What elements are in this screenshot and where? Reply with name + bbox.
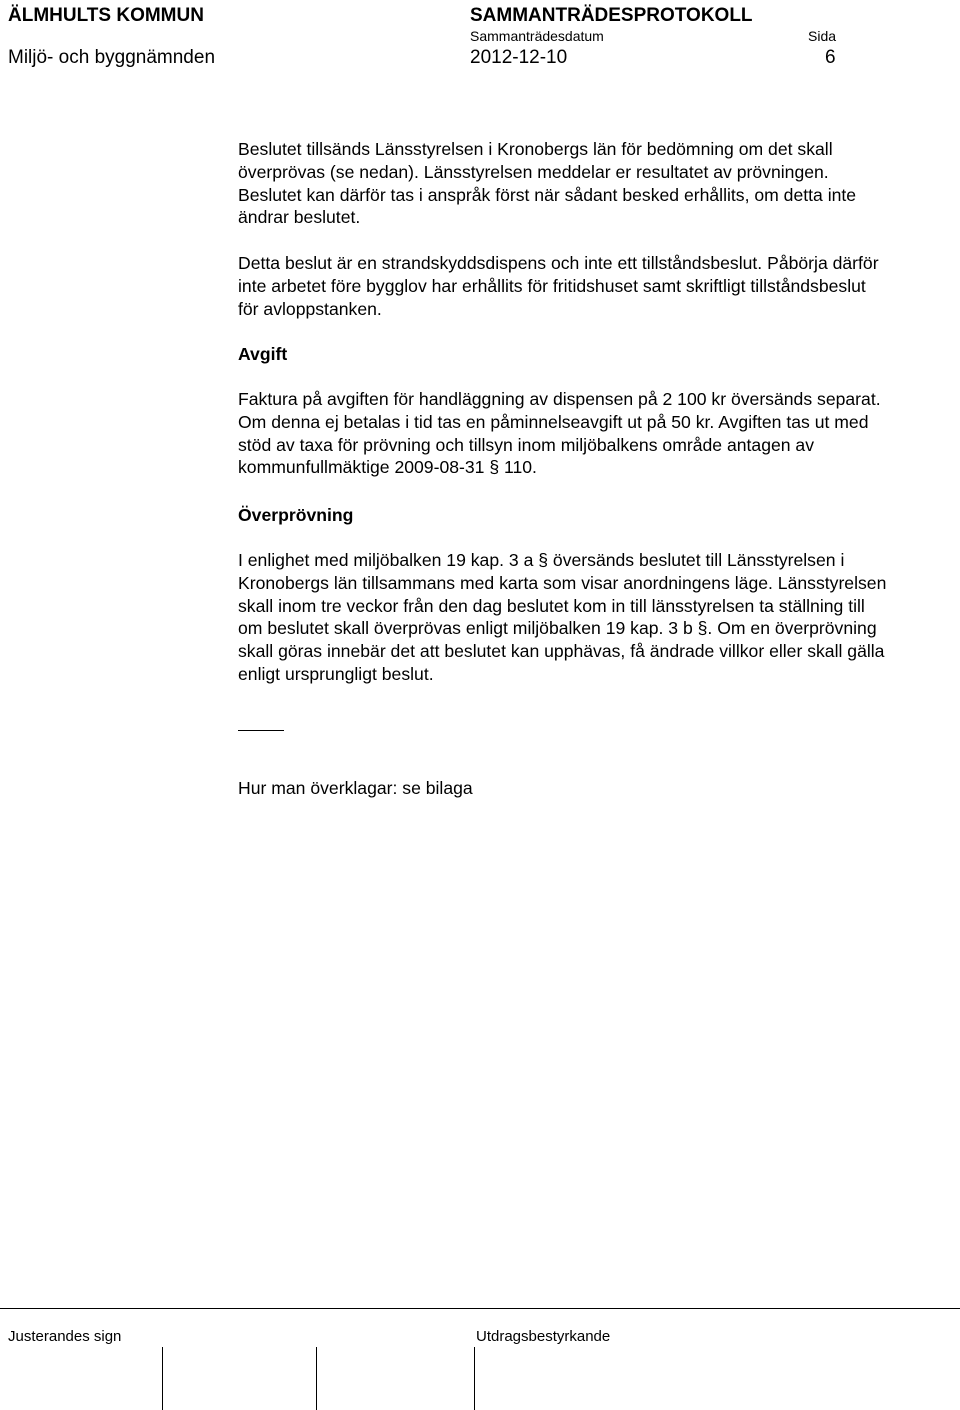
committee-name: Miljö- och byggnämnden (8, 47, 216, 68)
body-paragraph-fee (238, 388, 888, 479)
body-paragraph-review-procedure (238, 549, 888, 686)
paragraph-text: I enlighet med miljöbalken 19 kap. 3 a § översänds beslutet till Länsstyrelsen i Kronobergs län tillsammans med karta som visar anordningens läge. Länsstyrelsen skall inom tre veckor från den dag beslutet kom in till länsstyrelsen ta ställning till om beslutet skall överprövas enligt miljöbalken 19 kap. 3 b §. Om en överprövning skall göras innebär det att beslutet kan upphävas, få ändrade villkor eller skall gälla enligt ursprungligt beslut. (238, 550, 887, 684)
paragraph-text: Detta beslut är en strandskyddsdispens och inte ett tillståndsbeslut. Påbörja därför inte arbetet före bygglov har erhållits för fritidshuset samt skriftligt tillståndsbeslut för avloppstanken. (238, 253, 879, 319)
footer-certification-label: Utdragsbestyrkande (476, 1328, 611, 1345)
section-heading-avgift (238, 343, 888, 366)
page-number: 6 (825, 47, 836, 68)
document-type: SAMMANTRÄDESPROTOKOLL (470, 5, 753, 26)
date-label: Sammanträdesdatum (470, 28, 604, 44)
page-label: Sida (808, 28, 837, 44)
short-divider (238, 730, 284, 731)
municipality-name: ÄLMHULTS KOMMUN (8, 5, 204, 26)
section-heading-overprovning (238, 504, 888, 527)
appeal-note (238, 777, 888, 800)
paragraph-text: Faktura på avgiften för handläggning av dispensen på 2 100 kr översänds separat. Om denna ej betalas i tid tas en påminnelseavgift ut på 50 kr. Avgiften tas ut med stöd av taxa för prövning och tillsyn inom miljöbalkens område antagen av kommunfullmäktige 2009-08-31 § 110. (238, 389, 881, 478)
signature-box-divider (474, 1347, 475, 1410)
appeal-note-text: Hur man överklagar: se bilaga (238, 778, 473, 798)
footer-signature-label: Justerandes sign (8, 1328, 122, 1345)
paragraph-text: Beslutet tillsänds Länsstyrelsen i Kronobergs län för bedömning om det skall överprövas (se nedan). Länsstyrelsen meddelar er resultatet av prövningen. Beslutet kan därför tas i anspråk först när sådant besked erhållits, om detta inte ändrar beslutet. (238, 139, 857, 228)
body-paragraph-review (238, 138, 888, 229)
signature-box-divider (162, 1347, 163, 1410)
heading-text: Avgift (238, 344, 288, 364)
body-paragraph-dispensation (238, 252, 888, 320)
signature-box-divider (316, 1347, 317, 1410)
heading-text: Överprövning (238, 505, 354, 525)
footer-divider (0, 1308, 960, 1309)
meeting-date: 2012-12-10 (470, 47, 568, 68)
